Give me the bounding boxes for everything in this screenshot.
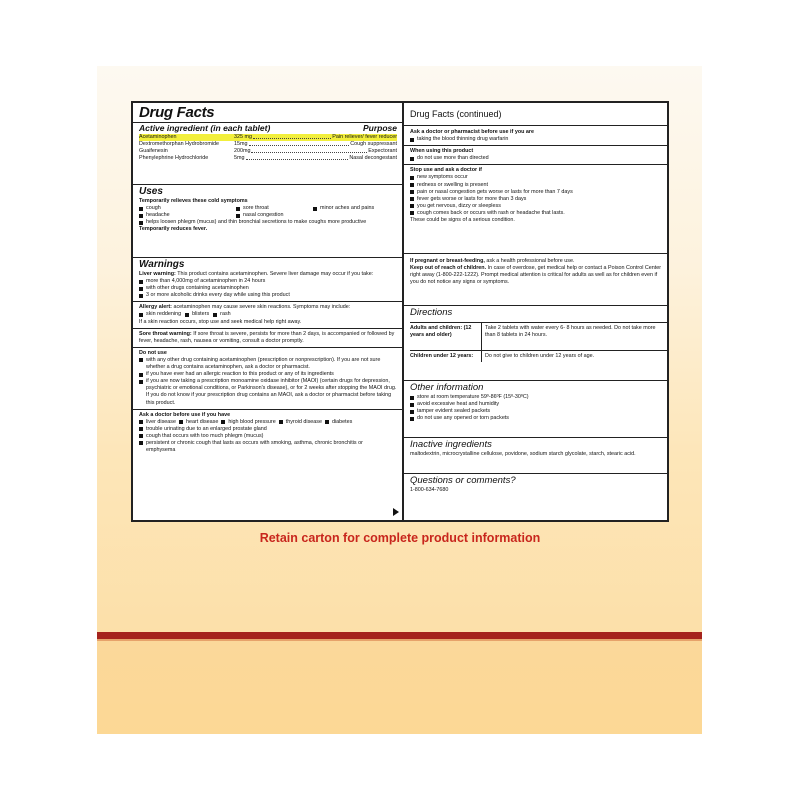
continued-title: Drug Facts [410,109,455,119]
directions-who: Children under 12 years: [410,350,482,362]
ingredient-row: Dextromethorphan Hydrobromide 15mg Cough suppressant [139,141,397,148]
condition-item: liver disease [139,419,176,426]
condition-item: high blood pressure [221,419,275,426]
ingredient-row: Acetaminophen 325 mg Pain reliever/ fever reducer [139,134,397,140]
allergy-symptom: blisters [185,311,209,318]
ask-pharmacist-section [404,126,669,254]
other-info-item: store at room temperature 59º-86ºF (15º-30ºC) [410,394,664,401]
other-info-item: avoid excessive heat and humidity [410,401,664,408]
do-not-use-item: if you have ever had an allergic reaction to this product or any of its ingredients [139,371,397,378]
liver-warning: Liver warning: This product contains acetaminophen. Severe liver damage may occur if you take: [139,271,374,277]
questions-header: Questions or comments? [410,475,516,486]
inactive-ingredients-section [404,438,669,474]
sore-throat-warning: Sore throat warning: If sore throat is severe, persists for more than 2 days, is accompanied or followed by fever, headache, rash, nausea or vomiting, consult a doctor promptly. [133,328,402,345]
other-information-header: Other information [410,382,484,393]
stop-use-item: pain or nasal congestion gets worse or lasts for more than 7 days [410,189,664,196]
ingredient-row: Phenylephrine Hydrochloride 5mg Nasal decongestant [139,155,397,162]
condition-item: persistent or chronic cough that lasts as occurs with smoking, asthma, chronic bronchitis or emphysema [139,440,397,454]
directions-section [404,306,669,381]
condition-item: diabetes [325,419,352,426]
ask-pharmacist-item: taking the blood thinning drug warfarin [410,136,664,143]
warnings-section [133,258,402,520]
stop-use-item: redness or swelling is present [410,182,664,189]
do-not-use: Do not use with any other drug containing acetaminophen (prescription or nonprescription). If you are not sure whether a drug contains acetaminophen, ask a doctor or pharmacist. if you have ever had an allergic reaction to this product or any of its ingredients if you are now taking a prescription monoamine oxidase inhibitor (MAOI) (certain drugs for depression, psychiatric or emotional conditions, or Parkinson's disease), or for 2 weeks after stopping the MAOI drug. If you do not know if your prescription drug contains an MAOI, ask a doctor or pharmacist before taking this product. [133,347,402,407]
liver-warning-item: with other drugs containing acetaminophen [139,285,397,292]
stop-use-item: fever gets worse or lasts for more than 3 days [410,196,664,203]
condition-item: cough that occurs with too much phlegm (mucus) [139,433,397,440]
pregnancy-warning: If pregnant or breast-feeding, ask a health professional before use. [410,258,575,264]
stop-use-item: new symptoms occur [410,174,664,181]
warnings-header: Warnings [139,259,185,270]
other-information-section [404,381,669,438]
pregnancy-section [404,254,669,306]
active-ingredient-section [133,103,402,185]
directions-what: Take 2 tablets with water every 6- 8 hours as needed. Do not take more than 8 tablets in 24 hours. [482,322,669,350]
other-info-item: do not use any opened or torn packets [410,415,664,422]
allergy-alert: Allergy alert: acetaminophen may cause severe skin reactions. Symptoms may include: skin reddening blisters rash If a skin reaction occurs, stop use and seek medical help right away. [133,301,402,325]
uses-section [133,185,402,258]
condition-item: thyroid disease [279,419,322,426]
symptom-item: nasal congestion [236,212,283,219]
stop-use-item: you get nervous, dizzy or sleepless [410,203,664,210]
drug-facts-title: Drug Facts [139,104,215,121]
retain-carton-caption: Retain carton for complete product information [259,531,541,545]
purpose-header: Purpose [362,123,397,133]
liver-warning-item: more than 4,000mg of acetaminophen in 24 hours [139,278,397,285]
symptom-item: minor aches and pains [313,205,374,212]
symptom-item: sore throat [236,205,313,212]
directions-table [404,322,669,362]
symptom-item: helps loosen phlegm (mucus) and thin bronchial secretions to make coughs more productive [139,219,397,226]
ingredient-row: Guaifenesin 200mg Expectorant [139,148,397,155]
directions-header: Directions [410,307,453,318]
do-not-use-item: with any other drug containing acetaminophen (prescription or nonprescription). If you are not sure whether a drug contains acetaminophen, ask a doctor or pharmacist. [139,357,397,371]
left-column [133,103,404,520]
ask-pharmacist-header: Ask a doctor or pharmacist before use if you are [410,129,535,135]
drug-facts-panel [131,101,669,522]
uses-intro: Temporarily relieves these cold symptoms [139,198,248,204]
reduces-fever-text: Temporarily reduces fever. [139,226,208,233]
inactive-ingredients-text: maltodextrin, microcrystalline cellulose, povidone, sodium starch glycolate, starch, stearic acid. [410,451,636,457]
directions-who: Adults and children: (12 years and older) [410,322,482,350]
allergy-symptom: skin reddening [139,311,181,318]
continued-arrow-icon [393,508,399,516]
liver-warning-item: 3 or more alcoholic drinks every day while using this product [139,292,397,299]
active-ingredient-header: Active ingredient (in each tablet) [139,123,271,133]
condition-item: heart disease [179,419,218,426]
right-column [404,103,669,520]
ingredient-list [139,134,397,162]
continued-title-section: Drug Facts (continued) [404,103,669,126]
do-not-use-item: if you are now taking a prescription monoamine oxidase inhibitor (MAOI) (certain drugs for depression, psychiatric or emotional conditions, or Parkinson's disease), or for 2 weeks after stopping the MAOI drug. If you do not know if your prescription drug contains an MAOI, ask a doctor or pharmacist before taking this product. [139,378,397,406]
when-using: When using this product do not use more than directed [404,145,669,162]
bottom-band [97,641,702,734]
keep-out-of-reach: Keep out of reach of children. In case of overdose, get medical help or contact a Poison Control Center right away (1-800-222-1222). Prompt medical attention is critical for adults as well as for children even if you do not notice any signs or symptoms. [410,265,662,286]
ask-doctor: Ask a doctor before use if you have liver disease heart disease high blood pressure thyroid disease diabetes trouble urinating due to an enlarged prostate gland cough that occurs with too much phlegm (mucus) persistent or chronic cough that lasts as occurs with smoking, asthma, chronic bronchitis or emphysema [133,409,402,455]
red-stripe [97,632,702,639]
condition-item: trouble urinating due to an enlarged prostate gland [139,426,397,433]
questions-phone: 1-800-634-7680 [410,487,449,493]
stop-use-item: cough comes back or occurs with rash or headache that lasts. [410,210,664,217]
symptom-item: cough [139,205,236,212]
uses-header: Uses [139,186,163,197]
directions-what: Do not give to children under 12 years of age. [482,350,669,362]
symptom-item: headache [139,212,236,219]
inactive-ingredients-header: Inactive ingredients [410,439,492,450]
allergy-symptom: rash [213,311,231,318]
questions-section [404,474,669,518]
other-info-item: tamper evident sealed packets [410,408,664,415]
stop-use: Stop use and ask a doctor if new symptoms occur redness or swelling is present pain or nasal congestion gets worse or lasts for more than 7 days fever gets worse or lasts for more than 3 days you get nervous, dizzy or sleepless cough comes back or occurs with rash or headache that lasts. These could be signs of a serious condition. [404,164,669,224]
